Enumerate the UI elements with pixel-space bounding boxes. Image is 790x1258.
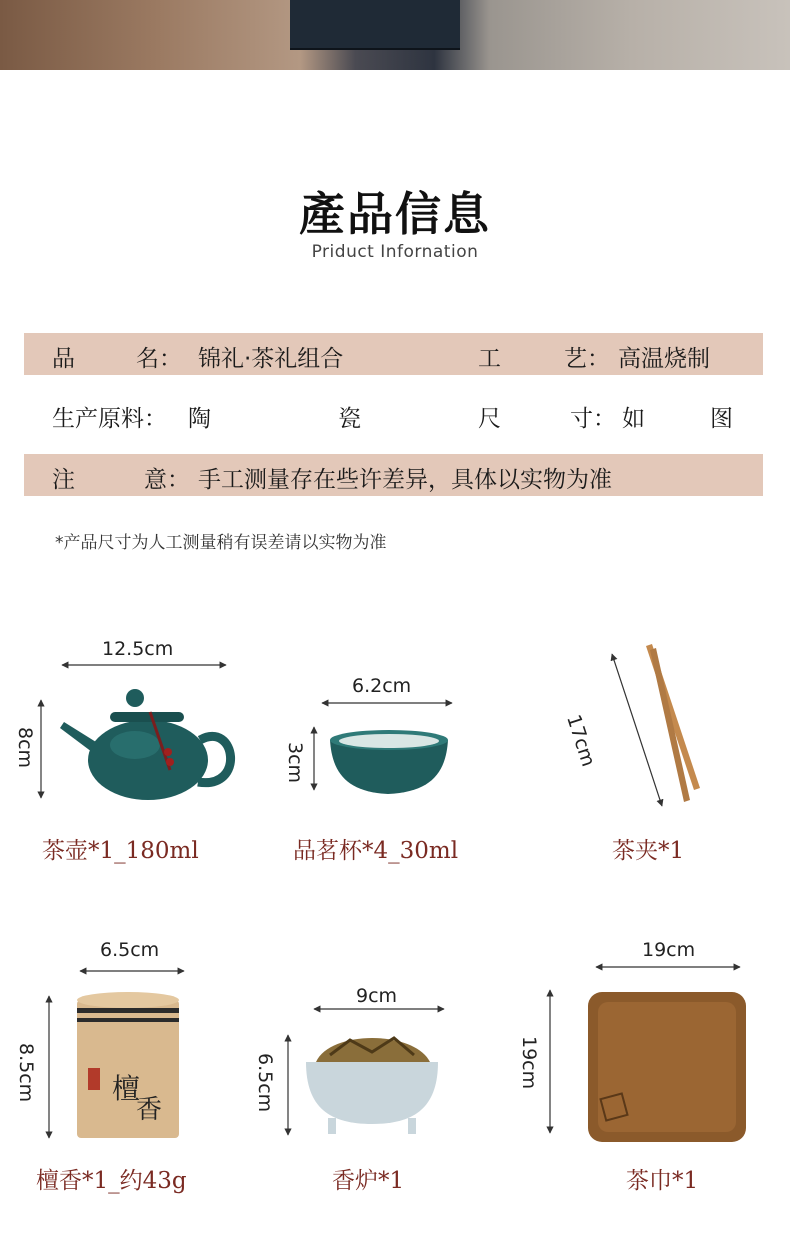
tongs-length-label: 17cm — [562, 712, 600, 770]
incense-label-char-2: 香 — [136, 1095, 163, 1125]
teapot-width-label: 12.5cm — [102, 638, 174, 660]
burner-height-label: 6.5cm — [254, 1053, 276, 1113]
label-zhu: 注 — [52, 467, 75, 493]
cup-caption: 品茗杯*4_30ml — [293, 838, 459, 864]
label-ming: 名： — [136, 346, 182, 372]
value-material-2: 瓷 — [338, 406, 361, 432]
cup-image — [330, 730, 448, 794]
value-craft: 高温烧制 — [618, 346, 710, 372]
tongs-length-line — [612, 654, 662, 806]
burner-width-label: 9cm — [356, 985, 398, 1007]
towel-image — [588, 992, 746, 1142]
tongs-caption: 茶夹*1 — [612, 838, 685, 864]
size-disclaimer: *产品尺寸为人工测量稍有误差请以实物为准 — [55, 533, 387, 553]
teapot-caption: 茶壶*1_180ml — [42, 838, 199, 864]
teapot-height-label: 8cm — [14, 727, 36, 769]
label-gong: 工 — [478, 346, 501, 372]
incense-caption: 檀香*1_约43g — [36, 1168, 187, 1194]
value-size-2: 图 — [710, 406, 733, 432]
label-cun: 寸： — [570, 406, 616, 432]
incense-width-label: 6.5cm — [100, 939, 160, 961]
incense-tube-image — [77, 992, 179, 1138]
label-chi: 尺 — [478, 406, 501, 432]
towel-width-label: 19cm — [642, 939, 696, 961]
teapot-image — [60, 689, 231, 800]
value-material-1: 陶 — [188, 406, 211, 432]
label-yi: 艺： — [564, 346, 610, 372]
value-size-1: 如 — [622, 406, 645, 432]
burner-image — [306, 1038, 438, 1134]
towel-caption: 茶巾*1 — [626, 1168, 699, 1194]
incense-height-label: 8.5cm — [15, 1043, 37, 1103]
cup-height-label: 3cm — [284, 742, 306, 784]
page-subtitle: Priduct Infornation — [311, 242, 479, 262]
label-yi2: 意： — [144, 467, 190, 493]
cup-width-label: 6.2cm — [352, 675, 412, 697]
value-product-name: 锦礼·茶礼组合 — [198, 346, 344, 372]
label-pin: 品 — [52, 346, 75, 372]
towel-height-label: 19cm — [518, 1036, 540, 1090]
value-note: 手工测量存在些许差异，具体以实物为准 — [198, 467, 612, 493]
label-material: 生产原料： — [52, 406, 167, 432]
page-title: 產品信息 — [299, 187, 491, 241]
tongs-image — [646, 644, 700, 802]
burner-caption: 香炉*1 — [332, 1168, 405, 1194]
incense-label-char-1: 檀 — [112, 1072, 141, 1105]
